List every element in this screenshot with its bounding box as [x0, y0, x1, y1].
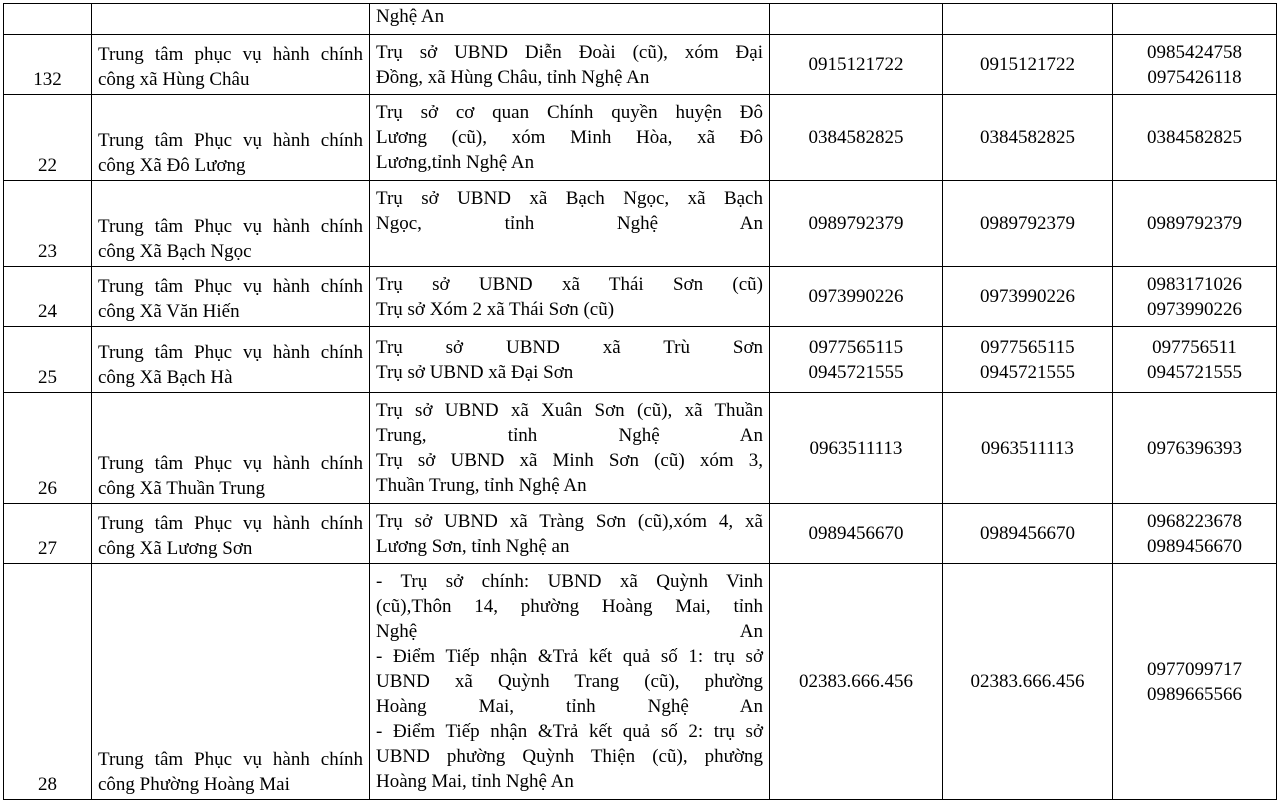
- phone1-cell: [770, 504, 943, 564]
- address-line: Trụ sở UBND xã Tràng Sơn (cũ),xóm 4, xã: [376, 510, 763, 532]
- phone3-cell: [1113, 35, 1277, 95]
- phone-number: 0989792379: [1147, 213, 1242, 234]
- phone-number: 0983171026: [1147, 273, 1242, 295]
- address-line: Lương (cũ), xóm Minh Hòa, xã Đô: [376, 127, 763, 148]
- phone-number: 0963511113: [981, 437, 1074, 459]
- phone2-cell: [943, 327, 1113, 393]
- center-address: [370, 95, 770, 181]
- row-number: 24: [4, 267, 92, 327]
- address-line: Lương Sơn, tỉnh Nghệ an: [376, 535, 570, 557]
- phone-number: 0968223678: [1147, 510, 1242, 532]
- phone-number: 0945721555: [808, 361, 904, 383]
- address-line: Trụ sở UBND xã Bạch Ngọc, xã Bạch: [376, 188, 763, 209]
- address-line: UBND phường Quỳnh Thiện (cũ), phường: [376, 746, 763, 767]
- table-row: [4, 564, 1277, 800]
- phone-number: 0963511113: [809, 437, 903, 459]
- address-line: Trụ sở UBND xã Xuân Sơn (cũ), xã Thuần: [376, 400, 763, 421]
- address-line: Trung, tỉnh Nghệ An: [376, 425, 763, 446]
- row-number: 23: [4, 181, 92, 267]
- phone3-cell: [1113, 393, 1277, 504]
- row-number: 28: [4, 564, 92, 800]
- phone-number: 0384582825: [808, 127, 904, 148]
- phone1-cell: [770, 267, 943, 327]
- phone-number: 0977565115: [808, 336, 904, 358]
- phone3-cell: [1113, 95, 1277, 181]
- table-body: [4, 4, 1277, 800]
- phone3-cell: [1113, 181, 1277, 267]
- row-number: 22: [4, 95, 92, 181]
- address-line: [376, 236, 763, 261]
- phone3-cell: [1113, 4, 1277, 35]
- phone-number: 0977565115: [980, 336, 1075, 358]
- phone2-cell: [943, 393, 1113, 504]
- phone1-cell: [770, 393, 943, 504]
- center-name: Trung tâm Phục vụ hành chính công Xã Đô Lương: [92, 95, 370, 181]
- phone-number: 0973990226: [980, 286, 1075, 307]
- center-name: Trung tâm phục vụ hành chính công xã Hùng Châu: [92, 35, 370, 95]
- center-address: [370, 181, 770, 267]
- center-name: [92, 4, 370, 35]
- phone-number: 0915121722: [980, 54, 1075, 75]
- center-name: Trung tâm Phục vụ hành chính công Phường Hoàng Mai: [92, 564, 370, 800]
- address-line: (cũ),Thôn 14, phường Hoàng Mai, tỉnh: [376, 596, 763, 617]
- phone-number: 0985424758: [1147, 41, 1242, 63]
- table-row: [4, 267, 1277, 327]
- phone2-cell: [943, 4, 1113, 35]
- center-address: [370, 267, 770, 327]
- phone-number: 0975426118: [1147, 66, 1242, 88]
- phone1-cell: [770, 564, 943, 800]
- row-number: 25: [4, 327, 92, 393]
- phone-number: 02383.666.456: [970, 671, 1085, 692]
- service-center-table: [3, 3, 1277, 800]
- address-line: Trụ sở UBND xã Thái Sơn (cũ): [376, 273, 763, 295]
- phone-number: 0384582825: [980, 127, 1075, 148]
- center-name: Trung tâm Phục vụ hành chính công Xã Văn Hiến: [92, 267, 370, 327]
- phone-number: 0977099717: [1147, 658, 1242, 680]
- phone-number: 0989665566: [1147, 683, 1242, 705]
- address-line: Đồng, xã Hùng Châu, tỉnh Nghệ An: [376, 66, 650, 88]
- address-line: Trụ sở UBND xã Trù Sơn: [376, 336, 763, 358]
- phone1-cell: [770, 35, 943, 95]
- phone1-cell: [770, 95, 943, 181]
- center-name: Trung tâm Phục vụ hành chính công Xã Bạch Ngọc: [92, 181, 370, 267]
- address-line: Thuần Trung, tỉnh Nghệ An: [376, 475, 587, 496]
- phone3-cell: [1113, 327, 1277, 393]
- address-line: Nghệ An: [376, 6, 445, 27]
- phone-number: 0989792379: [980, 213, 1075, 234]
- center-name: Trung tâm Phục vụ hành chính công Xã Bạch Hà: [92, 327, 370, 393]
- phone-number: 0989456670: [1147, 535, 1242, 557]
- phone3-cell: [1113, 267, 1277, 327]
- center-address: [370, 327, 770, 393]
- phone-number: 0973990226: [808, 286, 904, 307]
- row-number: 27: [4, 504, 92, 564]
- phone-number: 0976396393: [1147, 437, 1242, 459]
- address-line: Hoàng Mai, tỉnh Nghệ An: [376, 696, 763, 717]
- address-line: Nghệ An: [376, 621, 763, 642]
- address-line: Trụ sở UBND xã Đại Sơn: [376, 361, 574, 383]
- center-name: Trung tâm Phục vụ hành chính công Xã Thuần Trung: [92, 393, 370, 504]
- address-line: UBND xã Quỳnh Trang (cũ), phường: [376, 671, 763, 692]
- row-number: [4, 4, 92, 35]
- table-row: [4, 504, 1277, 564]
- phone-number: 0973990226: [1147, 298, 1242, 320]
- row-number: 26: [4, 393, 92, 504]
- address-line: - Điểm Tiếp nhận &Trả kết quả số 2: trụ sở: [376, 721, 763, 742]
- phone-number: 02383.666.456: [799, 671, 913, 692]
- address-line: Trụ sở Xóm 2 xã Thái Sơn (cũ): [376, 298, 615, 320]
- phone2-cell: [943, 35, 1113, 95]
- center-address: [370, 564, 770, 800]
- phone2-cell: [943, 95, 1113, 181]
- row-number: 132: [4, 35, 92, 95]
- table-row: [4, 327, 1277, 393]
- address-line: - Điểm Tiếp nhận &Trả kết quả số 1: trụ sở: [376, 646, 763, 667]
- address-line: Trụ sở cơ quan Chính quyền huyện Đô: [376, 102, 763, 123]
- phone-number: 0945721555: [980, 361, 1075, 383]
- center-address: [370, 4, 770, 35]
- table-row: [4, 181, 1277, 267]
- phone-number: 0945721555: [1147, 361, 1242, 383]
- phone-number: 097756511: [1152, 336, 1237, 358]
- address-line: Trụ sở UBND xã Minh Sơn (cũ) xóm 3,: [376, 450, 763, 471]
- phone-number: 0915121722: [808, 54, 904, 75]
- center-address: [370, 35, 770, 95]
- phone-number: 0989456670: [980, 523, 1075, 544]
- address-line: Ngọc, tỉnh Nghệ An: [376, 213, 763, 234]
- center-address: [370, 393, 770, 504]
- table-row: [4, 393, 1277, 504]
- table-row: [4, 95, 1277, 181]
- center-name: Trung tâm Phục vụ hành chính công Xã Lương Sơn: [92, 504, 370, 564]
- phone3-cell: [1113, 564, 1277, 800]
- address-line: Trụ sở UBND Diễn Đoài (cũ), xóm Đại: [376, 41, 763, 63]
- phone-number: 0989456670: [808, 523, 904, 544]
- phone2-cell: [943, 564, 1113, 800]
- phone2-cell: [943, 267, 1113, 327]
- center-address: [370, 504, 770, 564]
- phone2-cell: [943, 504, 1113, 564]
- phone1-cell: [770, 327, 943, 393]
- phone-number: 0384582825: [1147, 127, 1242, 148]
- phone1-cell: [770, 181, 943, 267]
- table-row: [4, 35, 1277, 95]
- address-line: Hoàng Mai, tỉnh Nghệ An: [376, 771, 574, 792]
- phone3-cell: [1113, 504, 1277, 564]
- phone1-cell: [770, 4, 943, 35]
- phone-number: 0989792379: [808, 213, 904, 234]
- phone2-cell: [943, 181, 1113, 267]
- table-row: [4, 4, 1277, 35]
- address-line: Lương,tỉnh Nghệ An: [376, 152, 535, 173]
- address-line: - Trụ sở chính: UBND xã Quỳnh Vinh: [376, 571, 763, 592]
